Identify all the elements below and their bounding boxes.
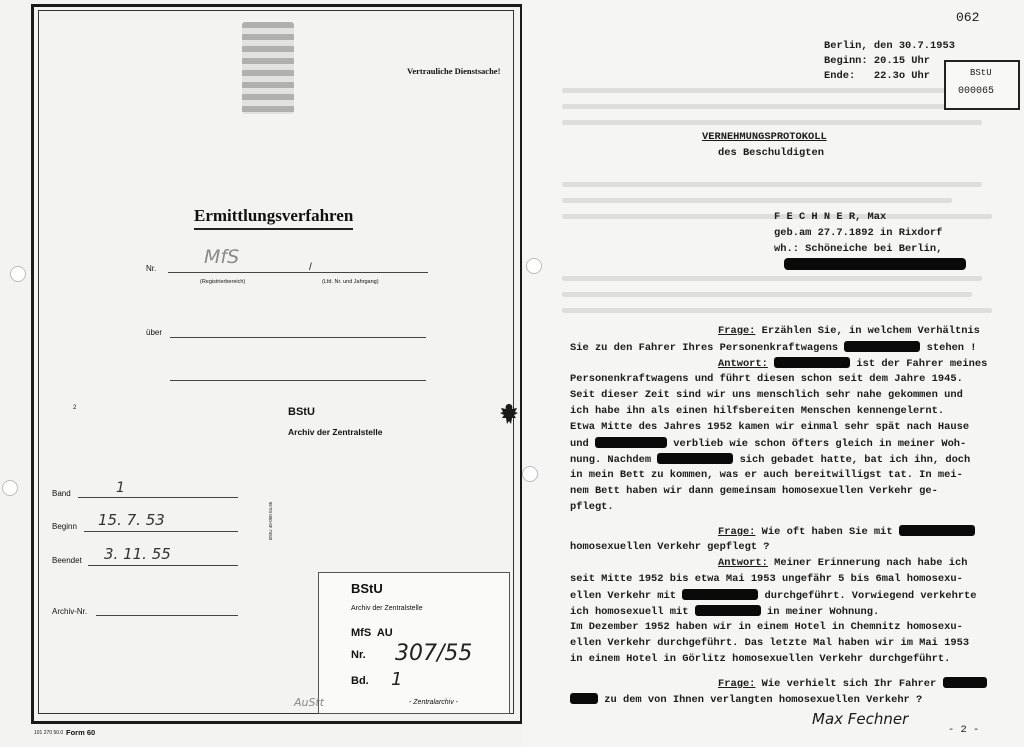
beendet-value: 3. 11. 55: [104, 545, 171, 563]
a1-line-9: nem Bett haben wir dann gemeinsam homosexuellen Verkehr ge-: [570, 485, 938, 497]
a2-line-3: [570, 589, 977, 602]
a2-text-4b: in meiner Wohnung.: [766, 606, 880, 618]
ende-time: Ende: 22.3o Uhr: [824, 70, 931, 82]
punch-hole-bottom: [522, 466, 538, 482]
q2-text-a: Wie oft haben Sie mit: [761, 526, 893, 538]
page-foot: - 2 -: [948, 724, 980, 736]
frage-label: Frage:: [718, 325, 756, 337]
ghost-line: [562, 104, 972, 109]
nr-label: Nr.: [146, 264, 157, 273]
a1-line-4: ich habe ihn als einen hilfsbereiten Menschen kennengelernt.: [570, 405, 945, 417]
cover-title: Ermittlungsverfahren: [194, 206, 353, 230]
beginn-time: Beginn: 20.15 Uhr: [824, 55, 931, 67]
punch-hole-top: [526, 258, 542, 274]
protocol-subheading: des Beschuldigten: [718, 147, 825, 159]
defendant-name: F E C H N E R, Max: [774, 211, 887, 223]
redaction: [657, 453, 733, 464]
stamp-archive: Archiv der Zentralstelle: [351, 605, 423, 612]
a2-text-1: Meiner Erinnerung nach habe ich: [774, 557, 968, 569]
form-code: 101 270 50.0: [34, 730, 64, 736]
a2-text-4a: ich homosexuell mit: [570, 606, 689, 618]
archiv-nr-line: [96, 615, 238, 616]
redaction: [844, 341, 920, 352]
defendant-born: geb.am 27.7.1892 in Rixdorf: [774, 227, 943, 239]
beendet-label: Beendet: [52, 556, 82, 565]
nr-slash: /: [309, 262, 312, 273]
defendant-residence: wh.: Schöneiche bei Berlin,: [774, 243, 943, 255]
q2-line-1: [718, 525, 975, 538]
q3-line-1: [718, 677, 987, 690]
ghost-line: [562, 120, 982, 125]
archiv-nr-label: Archiv-Nr.: [52, 607, 88, 616]
ueber-line-1: [170, 337, 426, 338]
a2-line-5: Im Dezember 1952 haben wir in einem Hotel in Chemnitz homosexu-: [570, 621, 963, 633]
band-value: 1: [116, 480, 125, 496]
q3-line-2: [570, 693, 922, 706]
q3-text-a: Wie verhielt sich Ihr Fahrer: [761, 678, 937, 690]
a2-line-1: [718, 557, 967, 569]
a1-text-7a: nung. Nachdem: [570, 454, 652, 466]
signature: Max Fechner: [812, 710, 909, 728]
a1-text-1: ist der Fahrer meines: [856, 358, 988, 370]
federal-eagle-icon: [498, 402, 520, 430]
protocol-page: [522, 0, 1024, 747]
page-number: 062: [956, 10, 980, 25]
margin-number: 2: [73, 405, 77, 411]
q1-text-b1: Sie zu den Fahrer Ihres Personenkraftwagens: [570, 342, 839, 354]
a1-text-6b: verblieb wie schon öfters gleich in meiner Woh-: [673, 438, 967, 450]
stamp-number: 000065: [958, 86, 995, 97]
redaction: [774, 357, 850, 368]
stamp-bstu-label: BStU: [970, 68, 992, 78]
beginn-label: Beginn: [52, 522, 77, 531]
redaction: [595, 437, 667, 448]
place-date: Berlin, den 30.7.1953: [824, 40, 955, 52]
bstu-label: BStU: [288, 406, 315, 418]
beginn-line: [84, 531, 238, 532]
redaction: [899, 525, 975, 536]
beginn-value: 15. 7. 53: [98, 511, 165, 529]
redaction: [570, 693, 598, 704]
seq-hint: (Lfd. Nr. und Jahrgang): [322, 279, 379, 285]
q1-text-b2: stehen !: [926, 342, 977, 354]
stamp-footer: - Zentralarchiv -: [409, 699, 459, 706]
ghost-line: [562, 182, 982, 187]
stamp-bd-label: Bd.: [351, 675, 369, 687]
stamp-bstu: BStU: [351, 581, 383, 596]
stamp-bd-value: 1: [391, 669, 403, 690]
punch-hole-bottom: [2, 480, 18, 496]
redaction: [695, 605, 761, 616]
a1-line-8: in mein Bett zu kommen, was er auch bereitwilligst tat. In mei-: [570, 469, 963, 481]
a2-line-2: seit Mitte 1952 bis etwa Mai 1953 ungefähr 5 bis 6mal homosexu-: [570, 573, 963, 585]
stamp-nr-value: 307/55: [395, 641, 473, 666]
a1-line-7: [570, 453, 970, 466]
ghost-line: [562, 198, 952, 203]
archive-label: Archiv der Zentralstelle: [288, 427, 383, 437]
q1-line-2: [570, 341, 977, 354]
protocol-heading: VERNEHMUNGSPROTOKOLL: [702, 131, 827, 143]
redaction: [943, 677, 987, 688]
ghost-line: [562, 88, 992, 93]
band-label: Band: [52, 489, 71, 498]
ghost-line: [562, 308, 992, 313]
antwort-label: Antwort:: [718, 358, 768, 370]
a2-line-6: ellen Verkehr durchgeführt. Das letzte Mal haben wir im Mai 1953: [570, 637, 970, 649]
a1-text-7b: sich gebadet hatte, bat ich ihn, doch: [739, 454, 971, 466]
a1-line-2: Personenkraftwagens und führt diesen schon seit dem Jahre 1945.: [570, 373, 963, 385]
binding-mark: [242, 22, 294, 114]
a1-text-6a: und: [570, 438, 589, 450]
q1-line-1: [718, 325, 980, 337]
q2-line-2: homosexuellen Verkehr gepflegt ?: [570, 541, 770, 553]
a1-line-6: [570, 437, 966, 450]
vertical-code: BStU 40-000 04.95: [268, 501, 273, 540]
ghost-line: [562, 292, 972, 297]
q1-text-a: Erzählen Sie, in welchem Verhältnis: [761, 325, 980, 337]
registry-hint: (Registrierbereich): [200, 279, 246, 285]
bottom-handwriting: AuStt: [294, 696, 325, 709]
a1-line-10: pflegt.: [570, 501, 614, 513]
ueber-line-2: [170, 380, 426, 381]
q3-text-b: zu dem von Ihnen verlangten homosexuellen Verkehr ?: [604, 694, 923, 706]
stamp-nr-label: Nr.: [351, 649, 366, 661]
redaction: [784, 258, 966, 270]
form-label: Form 60: [66, 728, 96, 737]
a2-text-3a: ellen Verkehr mit: [570, 590, 677, 602]
confidential-note: Vertrauliche Dienstsache!: [407, 66, 501, 76]
archive-stamp: [318, 572, 510, 714]
a2-line-4: [570, 605, 879, 618]
a1-line-1: [718, 357, 987, 370]
nr-handwritten: MfS: [204, 246, 240, 268]
a1-line-3: Seit dieser Zeit sind wir uns menschlich sehr nahe gekommen und: [570, 389, 963, 401]
beendet-line: [88, 565, 238, 566]
band-line: [78, 497, 238, 498]
a2-line-7: in einem Hotel in Görlitz homosexuellen Verkehr durchgeführt.: [570, 653, 951, 665]
ueber-label: über: [146, 328, 163, 337]
ghost-line: [562, 276, 982, 281]
stamp-mfs-au: MfS AU: [351, 627, 393, 639]
nr-line: [168, 272, 428, 273]
a2-text-3b: durchgeführt. Vorwiegend verkehrte: [764, 590, 977, 602]
redaction: [682, 589, 758, 600]
frage-label: Frage:: [718, 678, 756, 690]
a1-line-5: Etwa Mitte des Jahres 1952 kamen wir einmal sehr spät nach Hause: [570, 421, 970, 433]
archive-number-stamp: [944, 60, 1020, 110]
antwort-label: Antwort:: [718, 557, 768, 569]
frage-label: Frage:: [718, 526, 756, 538]
punch-hole-top: [10, 266, 26, 282]
